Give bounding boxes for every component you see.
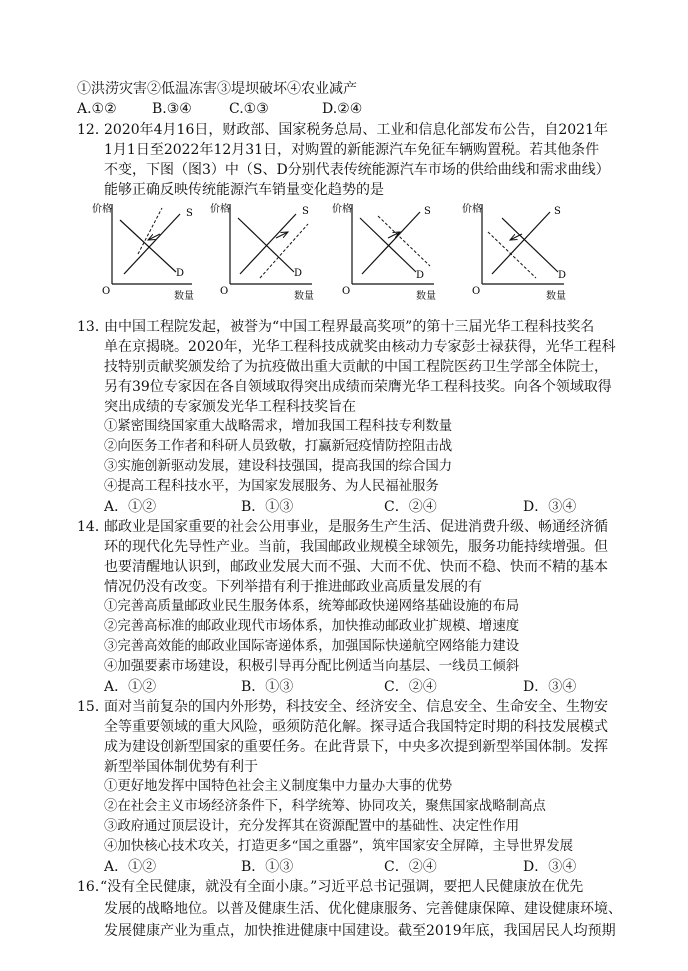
q12-graph-c bbox=[332, 202, 436, 302]
graph-a-d-label: D bbox=[176, 268, 185, 279]
q11-items: ①洪涝灾害②低温冻害③堤坝破坏④农业减产 bbox=[77, 81, 357, 97]
graph-c-x-label: 数量 bbox=[416, 291, 436, 302]
q13-stem-line-2: 单在京揭晓。2020年，光华工程科技成就奖由核动力专家彭士禄获得，光华工程科 bbox=[104, 339, 616, 355]
q14-item-3: ③完善高效能的邮政业国际寄递体系，加强国际快递航空网络能力建设 bbox=[104, 639, 520, 654]
q12-graph-a bbox=[92, 202, 194, 302]
q14-stem-line-3: 也要清醒地认识到，邮政业发展大而不强、大而不优、快而不稳、快而不精的基本 bbox=[104, 559, 608, 575]
q11-option-b[interactable]: B.③④ bbox=[152, 101, 192, 117]
graph-b-d-label: D bbox=[294, 268, 303, 279]
graph-c-s-label: S bbox=[424, 206, 431, 217]
graph-a-origin: O bbox=[102, 286, 111, 297]
q12-stem-line-1: 2020年4月16日，财政部、国家税务总局、工业和信息化部发布公告，自2021年 bbox=[104, 122, 608, 138]
q13-item-2: ②向医务工作者和科研人员致敬，打赢新冠疫情防控阻击战 bbox=[104, 439, 453, 454]
graph-a-x-label: 数量 bbox=[174, 291, 194, 302]
q13-item-4: ④提高工程科技水平，为国家发展服务、为人民福祉服务 bbox=[104, 479, 439, 494]
graph-d-s-label: S bbox=[554, 206, 561, 217]
q15-stem-line-2: 全等重要领域的重大风险，亟须防范化解。探寻适合我国特定时期的科技发展模式 bbox=[104, 719, 608, 735]
graph-a-y-label: 价格 bbox=[92, 204, 112, 215]
q15-item-2: ②在社会主义市场经济条件下，科学统筹、协同攻关，聚焦国家战略制高点 bbox=[104, 799, 546, 814]
q13-option-c[interactable]: C．②④ bbox=[384, 499, 437, 515]
q15-item-3: ③政府通过顶层设计，充分发挥其在资源配置中的基础性、决定性作用 bbox=[104, 819, 520, 834]
graph-d-y-label: 价格 bbox=[462, 204, 482, 215]
q15-option-d[interactable]: D．③④ bbox=[523, 859, 577, 875]
q13-stem-line-1: 由中国工程院发起，被誉为“中国工程界最高奖项”的第十三届光华工程科技奖名 bbox=[104, 319, 595, 335]
q13-option-d[interactable]: D．③④ bbox=[523, 499, 577, 515]
q16-number: 16． bbox=[77, 879, 109, 895]
q14-option-d[interactable]: D．③④ bbox=[523, 679, 577, 695]
q14-option-a[interactable]: A．①② bbox=[104, 679, 157, 695]
q13-stem-line-4: 另有39位专家因在各自领域取得突出成绩而荣膺光华工程科技奖。向各个领域取得 bbox=[104, 379, 612, 395]
q11-options bbox=[77, 99, 637, 119]
q12-stem-line-3: 不变，下图（图3）中（S、D分别代表传统能源汽车市场的供给曲线和需求曲线） bbox=[104, 162, 610, 178]
q13-stem-line-5: 突出成绩的专家颁发光华工程科技奖旨在 bbox=[104, 399, 356, 415]
q13-option-a[interactable]: A．①② bbox=[104, 499, 157, 515]
graph-b-y-label: 价格 bbox=[210, 204, 230, 215]
graph-b-x-label: 数量 bbox=[294, 291, 314, 302]
q12-stem-line-4: 能够正确反映传统能源汽车销量变化趋势的是 bbox=[104, 182, 384, 198]
q14-options bbox=[104, 677, 624, 697]
graph-d-d-label: D bbox=[558, 270, 567, 281]
q14-item-2: ②完善高标准的邮政业现代市场体系，加快推动邮政业扩规模、增速度 bbox=[104, 619, 520, 634]
graph-d-supply bbox=[492, 212, 550, 274]
q15-option-c[interactable]: C．②④ bbox=[384, 859, 437, 875]
q16-stem-line-2: 发展的战略地位。以普及健康生活、优化健康服务、完善健康保障、建设健康环境、 bbox=[104, 901, 622, 917]
q11-option-c[interactable]: C.①③ bbox=[229, 101, 269, 117]
graph-d-arrow bbox=[510, 234, 522, 240]
q15-item-1: ①更好地发挥中国特色社会主义制度集中力量办大事的优势 bbox=[104, 779, 453, 794]
graph-c-y-label: 价格 bbox=[332, 204, 352, 215]
q14-option-b[interactable]: B．①③ bbox=[241, 679, 294, 695]
graph-b-s-label: S bbox=[302, 206, 309, 217]
graph-b-origin: O bbox=[220, 286, 229, 297]
q16-stem-line-3: 发展健康产业为重点，加快推进健康中国建设。截至2019年底，我国居民人均预期 bbox=[104, 923, 616, 939]
q15-option-a[interactable]: A．①② bbox=[104, 859, 157, 875]
q13-item-1: ①紧密围绕国家重大战略需求，增加我国工程科技专利数量 bbox=[104, 419, 453, 434]
graph-b-demand bbox=[238, 218, 294, 272]
q12-number: 12． bbox=[77, 122, 109, 138]
q14-stem-line-4: 情况仍没有改变。下列举措有利于推进邮政业高质量发展的有 bbox=[104, 579, 482, 595]
q12-graph-b bbox=[210, 202, 314, 302]
graph-a-supply bbox=[124, 214, 180, 274]
q11-option-d[interactable]: D.②④ bbox=[322, 101, 363, 117]
graph-d-x-label: 数量 bbox=[546, 291, 566, 302]
q15-option-b[interactable]: B．①③ bbox=[241, 859, 294, 875]
q14-option-c[interactable]: C．②④ bbox=[384, 679, 437, 695]
q12-stem-line-2: 1月1日至2022年12月31日，对购置的新能源汽车免征车辆购置税。若其他条件 bbox=[104, 142, 600, 158]
graph-c-supply bbox=[362, 212, 420, 274]
q11-option-a[interactable]: A.①② bbox=[77, 101, 117, 117]
q14-stem-line-1: 邮政业是国家重要的社会公用事业，是服务生产生活、促进消费升级、畅通经济循 bbox=[104, 519, 608, 535]
q14-item-4: ④加强要素市场建设，积极引导再分配比例适当向基层、一线员工倾斜 bbox=[104, 659, 520, 674]
graph-c-d-label: D bbox=[416, 270, 425, 281]
q13-number: 13． bbox=[77, 319, 109, 335]
q15-stem-line-3: 成为建设创新型国家的重要任务。在此背景下，中央多次提到新型举国体制。发挥 bbox=[104, 739, 608, 755]
q15-stem-line-4: 新型举国体制优势有利于 bbox=[104, 759, 258, 775]
q15-number: 15． bbox=[77, 699, 109, 715]
graph-c-origin: O bbox=[342, 286, 351, 297]
graph-a-s-label: S bbox=[186, 208, 193, 219]
q12-graph-d bbox=[462, 202, 566, 302]
q13-item-3: ③实施创新驱动发展，建设科技强国，提高我国的综合国力 bbox=[104, 459, 453, 474]
q13-stem-line-3: 技特别贡献奖颁发给了为抗疫做出重大贡献的中国工程院医药卫生学部全体院士， bbox=[104, 359, 608, 375]
q16-stem-line-1: “没有全民健康，就没有全面小康。”习近平总书记强调，要把人民健康放在优先 bbox=[100, 879, 584, 895]
q15-item-4: ④加快核心技术攻关，打造更多“国之重器”，筑牢国家安全屏障，主导世界发展 bbox=[104, 839, 573, 854]
q14-stem-line-2: 环的现代化先导性产业。当前，我国邮政业规模全球领先，服务功能持续增强。但 bbox=[104, 539, 608, 555]
graph-c-shifted-curve bbox=[378, 216, 430, 266]
graph-d-origin: O bbox=[472, 286, 481, 297]
q15-stem-line-1: 面对当前复杂的国内外形势，科技安全、经济安全、信息安全、生命安全、生物安 bbox=[104, 699, 608, 715]
q14-number: 14． bbox=[77, 519, 109, 535]
q13-option-b[interactable]: B．①③ bbox=[241, 499, 294, 515]
q14-item-1: ①完善高质量邮政业民生服务体系，统筹邮政快递网络基础设施的布局 bbox=[104, 599, 520, 614]
graph-d-demand bbox=[502, 218, 558, 272]
q15-options bbox=[104, 857, 624, 877]
q12-graphs bbox=[90, 198, 610, 306]
q13-options bbox=[104, 497, 624, 517]
